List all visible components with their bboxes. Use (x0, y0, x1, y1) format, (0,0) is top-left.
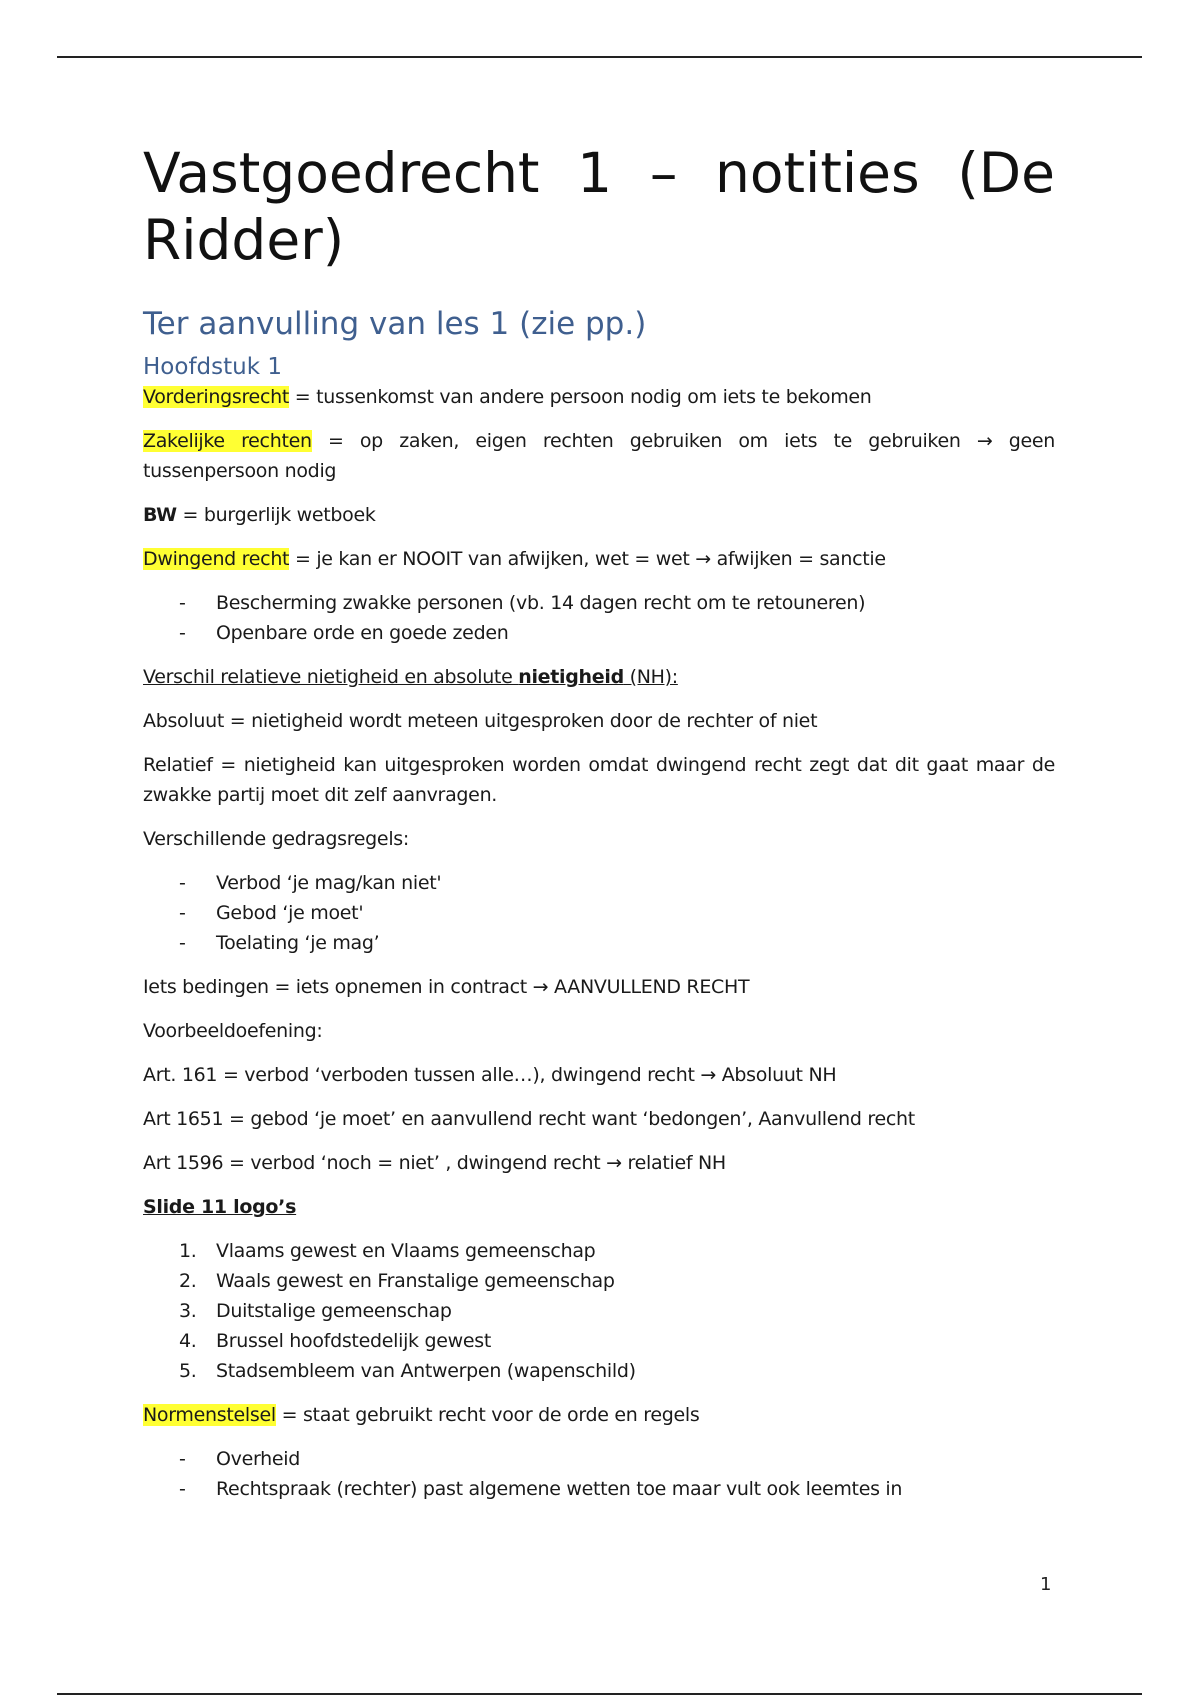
list-marker: 1. (179, 1240, 197, 1262)
gedragsregels-list (143, 868, 1055, 958)
list-item (143, 618, 1055, 648)
list-item (143, 898, 1055, 928)
underlined-text: Verschil relatieve nietigheid en absolute (143, 666, 519, 688)
list-item (143, 1266, 1055, 1296)
definition-bw (143, 500, 1055, 530)
list-item (143, 868, 1055, 898)
highlighted-term: Dwingend recht (143, 548, 290, 570)
definition-text: = tussenkomst van andere persoon nodig om iets te bekomen (289, 386, 872, 408)
definition-text: = op zaken, eigen rechten gebruiken om iets te gebruiken → geen tussenpersoon nodig (143, 430, 1055, 482)
definition-dwingend-recht (143, 544, 1055, 574)
list-item-text: Waals gewest en Franstalige gemeenschap (216, 1270, 615, 1292)
list-item-text: Stadsembleem van Antwerpen (wapenschild) (216, 1360, 636, 1382)
list-item-text: Brussel hoofdstedelijk gewest (216, 1330, 492, 1352)
list-item-text: Bescherming zwakke personen (vb. 14 dagen recht om te retouneren) (216, 592, 866, 614)
definition-text: = je kan er NOOIT van afwijken, wet = wet → afwijken = sanctie (289, 548, 886, 570)
slide-heading-text: Slide 11 logo’s (143, 1196, 297, 1218)
list-marker: - (179, 872, 186, 894)
list-marker: 4. (179, 1330, 197, 1352)
bedingen-paragraph: Iets bedingen = iets opnemen in contract → AANVULLEND RECHT (143, 976, 750, 998)
footer-rule (57, 1693, 1142, 1695)
list-marker: 3. (179, 1300, 197, 1322)
highlighted-term: Zakelijke rechten (143, 430, 312, 452)
list-item (143, 928, 1055, 958)
bold-term: BW (143, 504, 177, 526)
definition-vorderingsrecht (143, 382, 1055, 412)
definition-zakelijke-rechten (143, 426, 1055, 486)
definition-text: = staat gebruikt recht voor de orde en regels (275, 1404, 700, 1426)
art-161-paragraph: Art. 161 = verbod ‘verboden tussen alle…), dwingend recht → Absoluut NH (143, 1064, 837, 1086)
voorbeeld-heading: Voorbeeldoefening: (143, 1020, 323, 1042)
list-marker: - (179, 622, 186, 644)
list-item-text: Openbare orde en goede zeden (216, 622, 509, 644)
list-marker: - (179, 902, 186, 924)
gedragsregels-heading: Verschillende gedragsregels: (143, 828, 410, 850)
list-item (143, 1236, 1055, 1266)
relatief-paragraph: Relatief = nietigheid kan uitgesproken worden omdat dwingend recht zegt dat dit gaat maar de zwakke partij moet dit zelf aanvragen. (143, 754, 1055, 806)
page-number: 1 (1040, 1574, 1052, 1595)
list-marker: 5. (179, 1360, 197, 1382)
bold-underlined-term: nietigheid (518, 666, 624, 688)
list-item (143, 1326, 1055, 1356)
header-rule (57, 56, 1142, 58)
definition-normenstelsel (143, 1400, 1055, 1430)
list-item-text: Toelating ‘je mag’ (216, 932, 380, 954)
absoluut-paragraph: Absoluut = nietigheid wordt meteen uitgesproken door de rechter of niet (143, 710, 818, 732)
list-item (143, 1356, 1055, 1386)
normenstelsel-list (143, 1444, 1055, 1504)
list-item (143, 1444, 1055, 1474)
logos-list (143, 1236, 1055, 1386)
list-marker: - (179, 932, 186, 954)
list-item-text: Overheid (216, 1448, 301, 1470)
dwingend-recht-list (143, 588, 1055, 648)
chapter-heading: Hoofdstuk 1 (143, 354, 282, 380)
list-item-text: Gebod ‘je moet' (216, 902, 364, 924)
underlined-text: (NH): (623, 666, 678, 688)
list-item-text: Rechtspraak (rechter) past algemene wetten toe maar vult ook leemtes in (216, 1478, 903, 1500)
verschil-heading (143, 662, 1055, 692)
list-marker: - (179, 1478, 186, 1500)
list-marker: - (179, 592, 186, 614)
list-marker: - (179, 1448, 186, 1470)
list-marker: 2. (179, 1270, 197, 1292)
document-title: Vastgoedrecht 1 – notities (De Ridder) (143, 141, 1055, 272)
highlighted-term: Normenstelsel (143, 1404, 276, 1426)
art-1596-paragraph: Art 1596 = verbod ‘noch = niet’ , dwingend recht → relatief NH (143, 1152, 726, 1174)
art-1651-paragraph: Art 1651 = gebod ‘je moet’ en aanvullend recht want ‘bedongen’, Aanvullend recht (143, 1108, 915, 1130)
list-item (143, 1296, 1055, 1326)
list-item-text: Duitstalige gemeenschap (216, 1300, 452, 1322)
definition-text: = burgerlijk wetboek (176, 504, 376, 526)
list-item (143, 588, 1055, 618)
list-item (143, 1474, 1055, 1504)
document-body (143, 140, 1055, 1518)
list-item-text: Vlaams gewest en Vlaams gemeenschap (216, 1240, 596, 1262)
slide-heading (143, 1192, 1055, 1222)
section-heading: Ter aanvulling van les 1 (zie pp.) (143, 306, 647, 342)
list-item-text: Verbod ‘je mag/kan niet' (216, 872, 442, 894)
highlighted-term: Vorderingsrecht (143, 386, 289, 408)
